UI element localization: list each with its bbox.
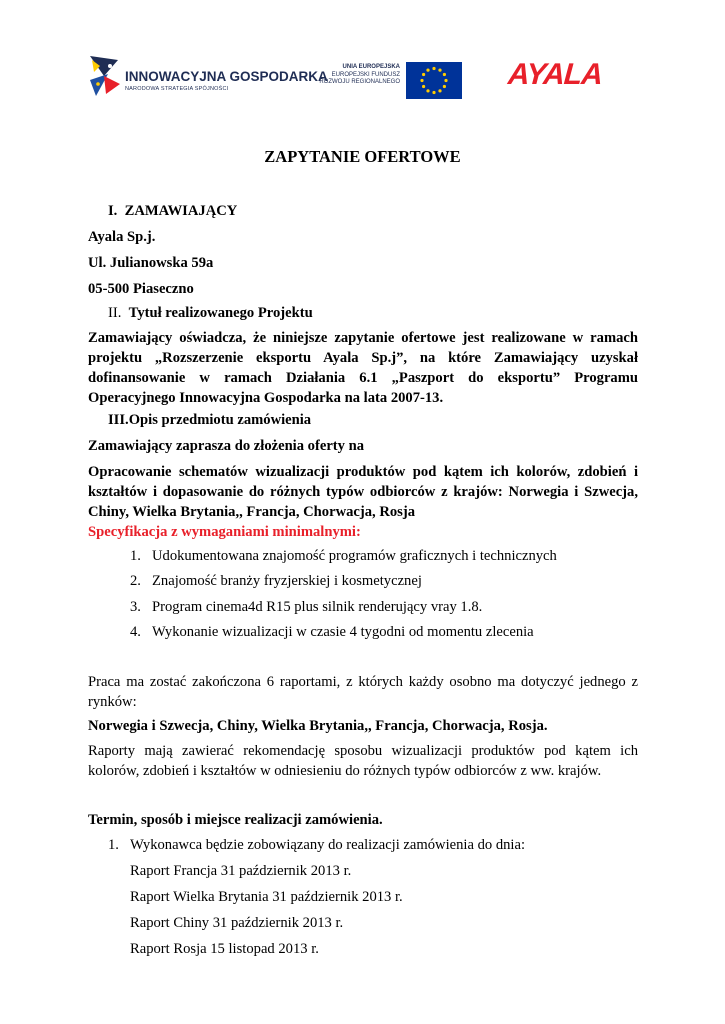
section-3-number: III. xyxy=(108,412,129,428)
spec-item-number: 2. xyxy=(130,573,141,589)
invite-text: Zamawiający zaprasza do złożenia oferty na xyxy=(88,438,365,454)
section-2-title: Tytuł realizowanego Projektu xyxy=(128,305,313,321)
eu-line-3: ROZWOJU REGIONALNEGO xyxy=(319,79,400,85)
deadline-item: Raport Wielka Brytania 31 październik 2013 r. xyxy=(130,889,403,905)
scope-line-2: kształtów i dopasowanie do różnych typów odbiorców z krajów: Norwegia i Szwecja, xyxy=(88,484,638,500)
terms-heading: Termin, sposób i miejsce realizacji zamówienia. xyxy=(88,812,383,828)
project-line-4: Operacyjnego Innowacyjna Gospodarka na lata 2007-13. xyxy=(88,390,444,406)
address-company: Ayala Sp.j. xyxy=(88,229,156,245)
spec-item-text: Program cinema4d R15 plus silnik renderujący vray 1.8. xyxy=(152,599,483,615)
reports-line-1: Raporty mają zawierać rekomendację sposobu wizualizacji produktów pod kątem ich xyxy=(88,743,638,759)
deadline-item: Raport Francja 31 październik 2013 r. xyxy=(130,863,352,879)
terms-item-text: Wykonawca będzie zobowiązany do realizacji zamówienia do dnia: xyxy=(130,837,525,853)
spec-heading: Specyfikacja z wymaganiami minimalnymi: xyxy=(88,524,361,540)
eu-line-1: UNIA EUROPEJSKA xyxy=(342,64,400,70)
section-1-number: I. xyxy=(108,203,118,219)
terms-item-number: 1. xyxy=(108,837,119,853)
section-3-title: Opis przedmiotu zamówienia xyxy=(128,412,312,428)
reports-line-2: kolorów, zdobień i kształtów w odniesieniu do różnych typów odbiorców z ww. krajów. xyxy=(88,763,602,779)
eu-text xyxy=(319,64,400,87)
ig-emblem-icon xyxy=(88,54,122,98)
project-line-1: Zamawiający oświadcza, że niniejsze zapytanie ofertowe jest realizowane w ramach xyxy=(88,330,638,346)
project-line-3: dofinansowanie w ramach Działania 6.1 „Paszport do eksportu” Programu xyxy=(88,370,638,386)
work-line-2: rynków: xyxy=(88,694,137,710)
ig-subtitle: NARODOWA STRATEGIA SPÓJNOŚCI xyxy=(125,86,229,92)
spec-item-number: 1. xyxy=(130,548,141,564)
markets-text: Norwegia i Szwecja, Chiny, Wielka Brytania,, Francja, Chorwacja, Rosja. xyxy=(88,718,548,734)
spec-item-text: Znajomość branży fryzjerskiej i kosmetycznej xyxy=(152,573,422,589)
innowacyjna-gospodarka-logo xyxy=(88,52,328,102)
spec-item-number: 4. xyxy=(130,624,141,640)
ayala-logo-text: AYALA xyxy=(506,58,604,91)
scope-line-3: Chiny, Wielka Brytania,, Francja, Chorwacja, Rosja xyxy=(88,504,416,520)
section-2-heading xyxy=(108,303,508,323)
deadline-item: Raport Chiny 31 październik 2013 r. xyxy=(130,915,344,931)
work-line-1: Praca ma zostać zakończona 6 raportami, z których każdy osobno ma dotyczyć jednego z xyxy=(88,674,638,690)
scope-line-1: Opracowanie schematów wizualizacji produktów pod kątem ich kolorów, zdobień i xyxy=(88,464,638,480)
address-city: 05-500 Piaseczno xyxy=(88,281,194,297)
deadline-item: Raport Rosja 15 listopad 2013 r. xyxy=(130,941,319,957)
ayala-logo xyxy=(508,58,618,98)
address-street: Ul. Julianowska 59a xyxy=(88,255,214,271)
spec-item-number: 3. xyxy=(130,599,141,615)
section-3-heading xyxy=(108,410,508,430)
ig-title: INNOWACYJNA GOSPODARKA xyxy=(125,69,328,84)
eu-line-2: EUROPEJSKI FUNDUSZ xyxy=(331,71,400,78)
document-title: ZAPYTANIE OFERTOWE xyxy=(264,147,461,166)
project-line-2: projektu „Rozszerzenie eksportu Ayala Sp.j”, na które Zamawiający uzyskał xyxy=(88,350,638,366)
eu-flag-icon xyxy=(406,62,462,99)
section-1-title: ZAMAWIAJĄCY xyxy=(124,203,238,219)
section-2-number: II. xyxy=(108,305,122,321)
header-logos xyxy=(88,52,628,104)
spec-item-text: Wykonanie wizualizacji w czasie 4 tygodni od momentu zlecenia xyxy=(152,624,534,640)
spec-item-text: Udokumentowana znajomość programów graficznych i technicznych xyxy=(152,548,557,564)
eu-logo xyxy=(312,62,462,102)
section-1-heading xyxy=(108,201,408,221)
